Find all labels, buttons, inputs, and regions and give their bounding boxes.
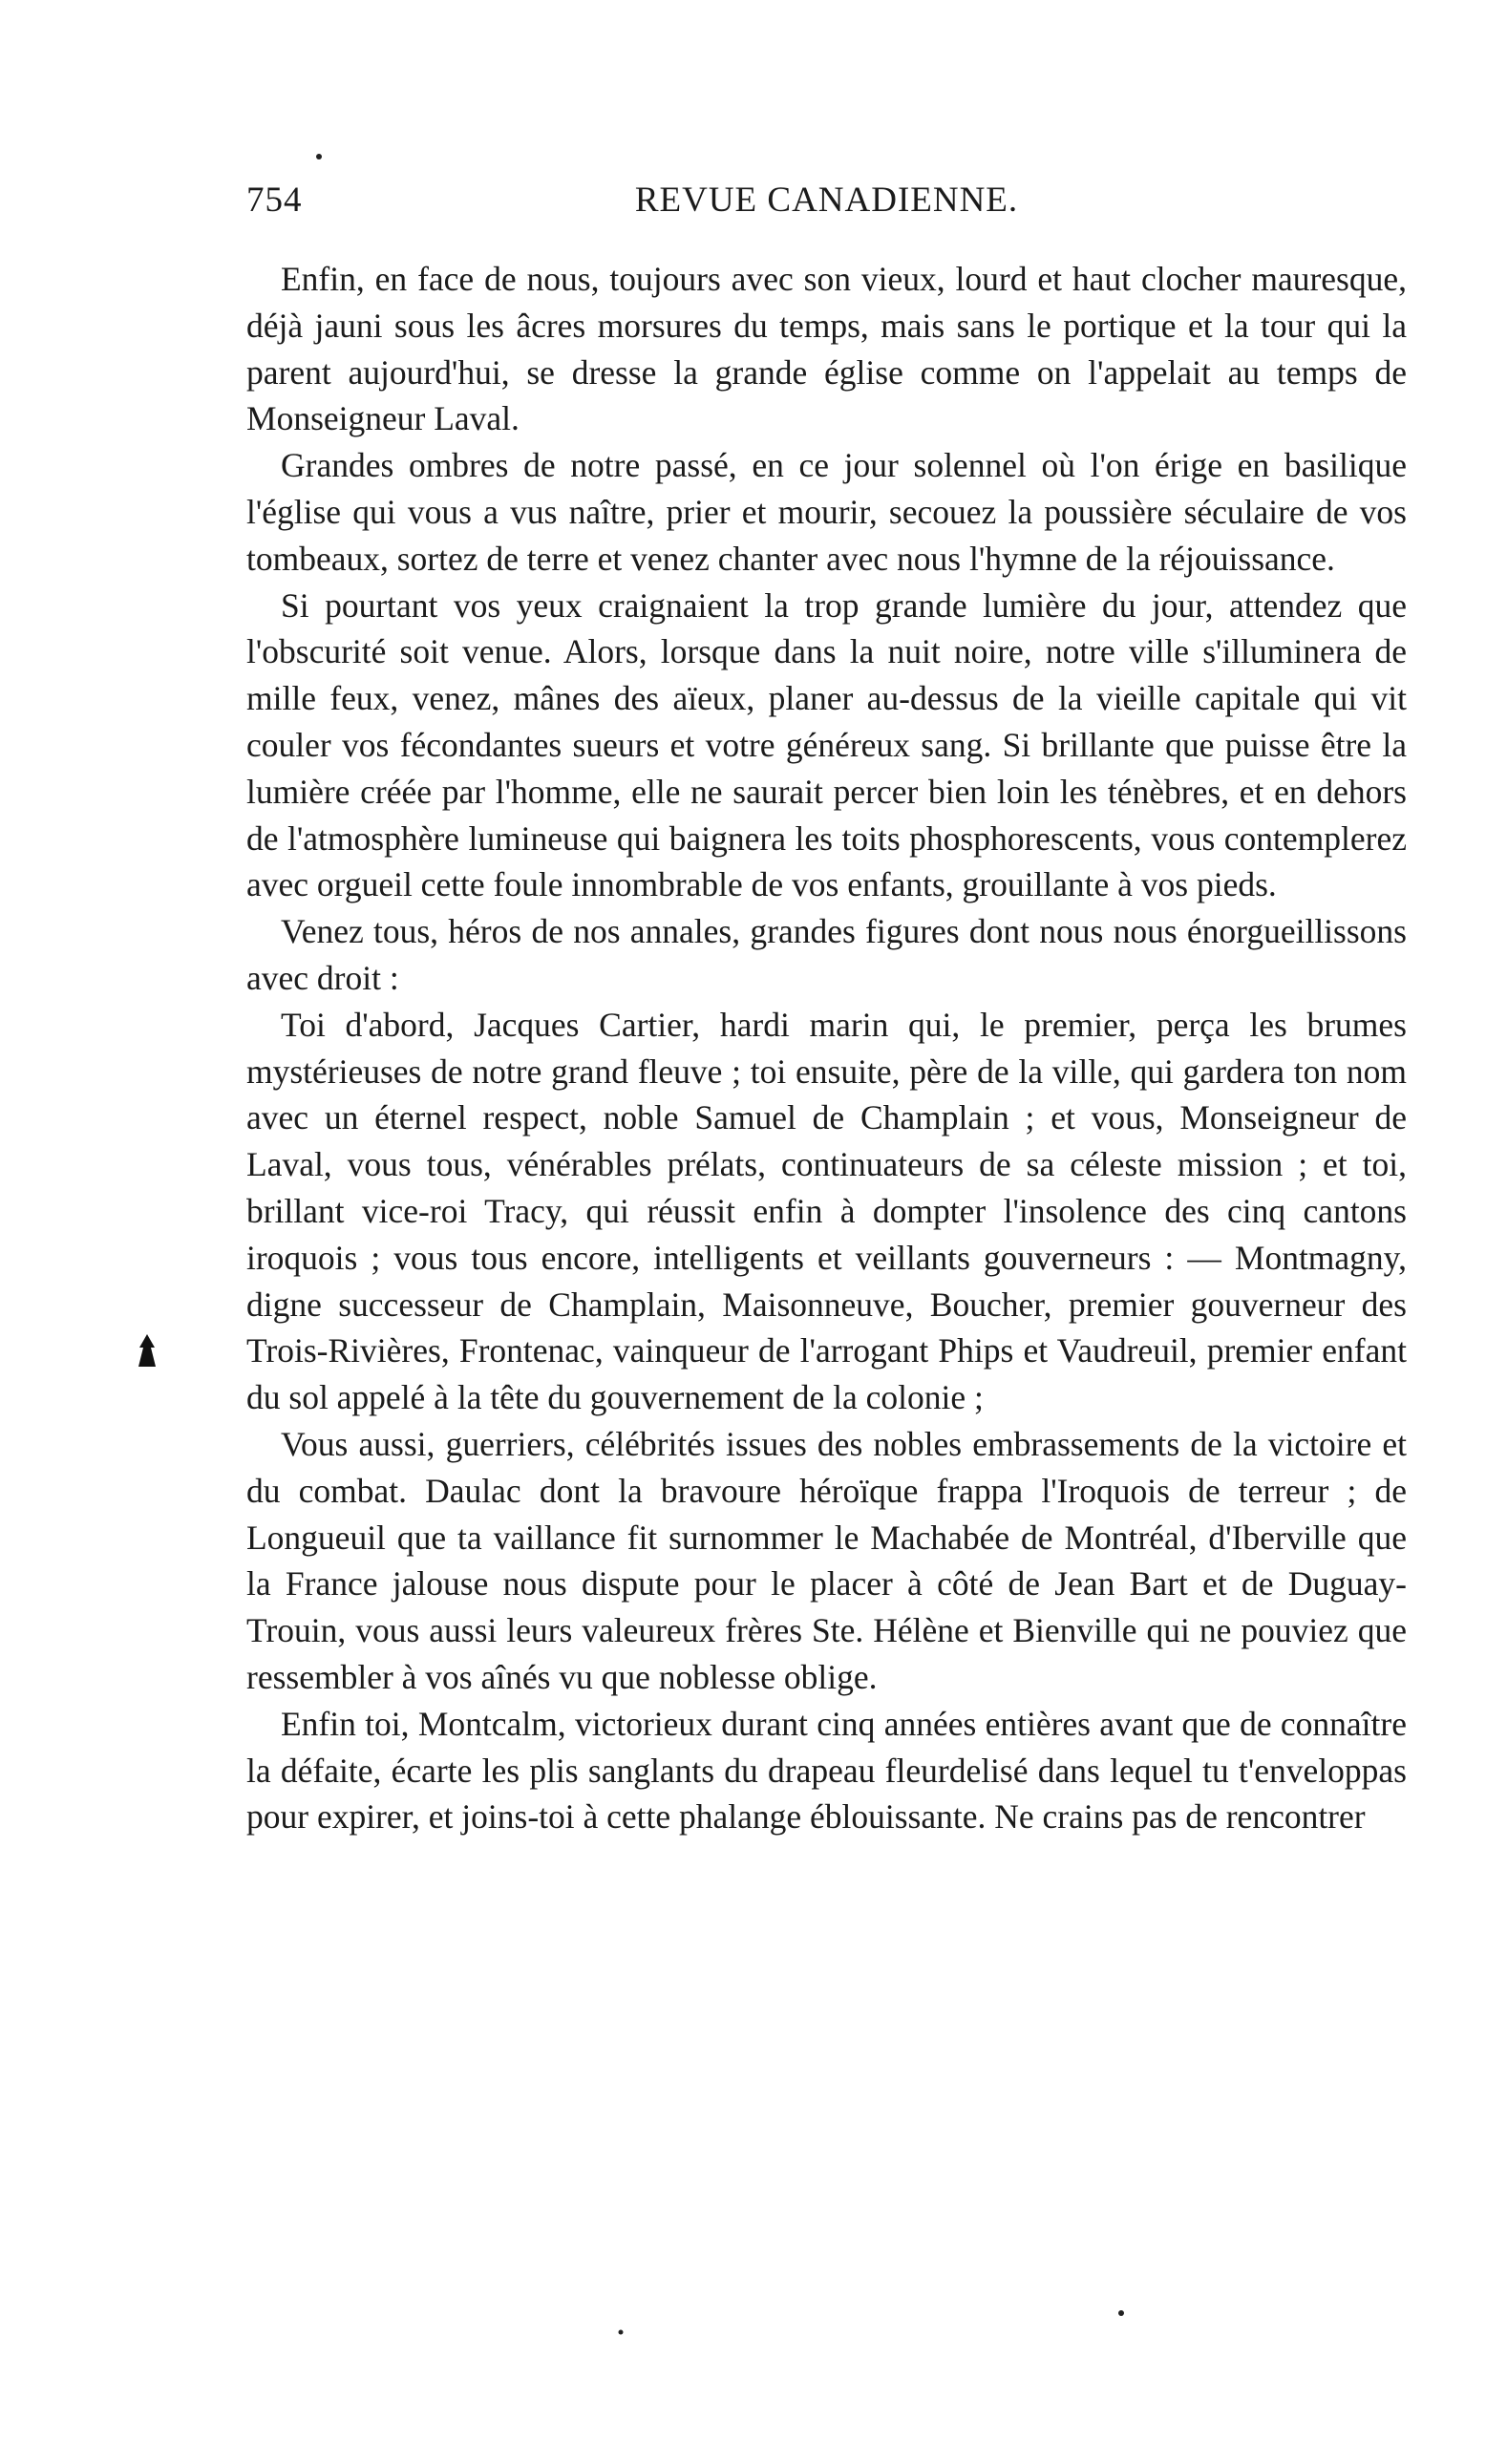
paragraph: Vous aussi, guerriers, célébrités issues des nobles embrassements de la victoire et du combat. Daulac dont la bravoure héroïque frappa l'Iroquois de terreur ; de Longueuil que ta vaillance fit surnommer le Machabée de Montréal, d'Iberville que la France jalouse nous dispute pour le placer à côté de Jean Bart et de Duguay-Trouin, vous aussi leurs valeureux frères Ste. Hélène et Bienville qui ne pouviez que ressembler à vos aînés vu que noblesse oblige. [246, 1424, 1407, 1696]
body-text [246, 256, 1407, 1840]
paragraph: Venez tous, héros de nos annales, grandes figures dont nous nous énorgueillissons avec droit : [246, 912, 1407, 997]
page-number: 754 [246, 181, 303, 220]
running-head [246, 180, 1407, 227]
paragraph: Grandes ombres de notre passé, en ce jour solennel où l'on érige en basilique l'église qui vous a vus naître, prier et mourir, secouez la poussière séculaire de vos tombeaux, sortez de terre et venez chanter avec nous l'hymne de la réjouissance. [246, 446, 1407, 578]
margin-ink-mark [136, 1332, 159, 1370]
journal-title: REVUE CANADIENNE. [634, 181, 1019, 220]
paragraph: Si pourtant vos yeux craignaient la trop grande lumière du jour, attendez que l'obscurité soit venue. Alors, lorsque dans la nuit noire, notre ville s'illuminera de mille feux, venez, mânes des aïeux, planer au-dessus de la vieille capitale qui vit couler vos fécondantes sueurs et votre généreux sang. Si brillante que puisse être la lumière créée par l'homme, elle ne saurait percer bien loin les ténèbres, et en dehors de l'atmosphère lumineuse qui baignera les toits phosphorescents, vous contemplerez avec orgueil cette foule innombrable de vos enfants, grouillante à vos pieds. [246, 585, 1407, 904]
paragraph: Toi d'abord, Jacques Cartier, hardi marin qui, le premier, perça les brumes mystérieuses de notre grand fleuve ; toi ensuite, père de la ville, qui gardera ton nom avec un éternel respect, noble Samuel de Champlain ; et vous, Monseigneur de Laval, vous tous, vénérables prélats, continuateurs de sa céleste mission ; et toi, brillant vice-roi Tracy, qui réussit enfin à dompter l'insolence des cinq cantons iroquois ; vous tous encore, intelligents et veillants gouverneurs : — Montmagny, digne successeur de Champlain, Maisonneuve, Boucher, premier gouverneur des Trois-Rivières, Frontenac, vainqueur de l'arrogant Phips et Vaudreuil, premier enfant du sol appelé à la tête du gouvernement de la colonie ; [246, 1005, 1407, 1417]
paragraph: Enfin, en face de nous, toujours avec son vieux, lourd et haut clocher mauresque, déjà jauni sous les âcres morsures du temps, mais sans le portique et la tour qui la parent aujourd'hui, se dresse la grande église comme on l'appelait au temps de Monseigneur Laval. [246, 260, 1407, 438]
margin-speck-bottom [1117, 2309, 1125, 2317]
margin-speck-bottom-left [618, 2328, 624, 2336]
paragraph: Enfin toi, Montcalm, victorieux durant cinq années entières avant que de connaître la défaite, écarte les plis sanglants du drapeau fleurdelisé dans lequel tu t'enveloppas pour expirer, et joins-toi à cette phalange éblouissante. Ne crains pas de rencontrer [246, 1704, 1407, 1837]
margin-speck-top [315, 153, 323, 160]
